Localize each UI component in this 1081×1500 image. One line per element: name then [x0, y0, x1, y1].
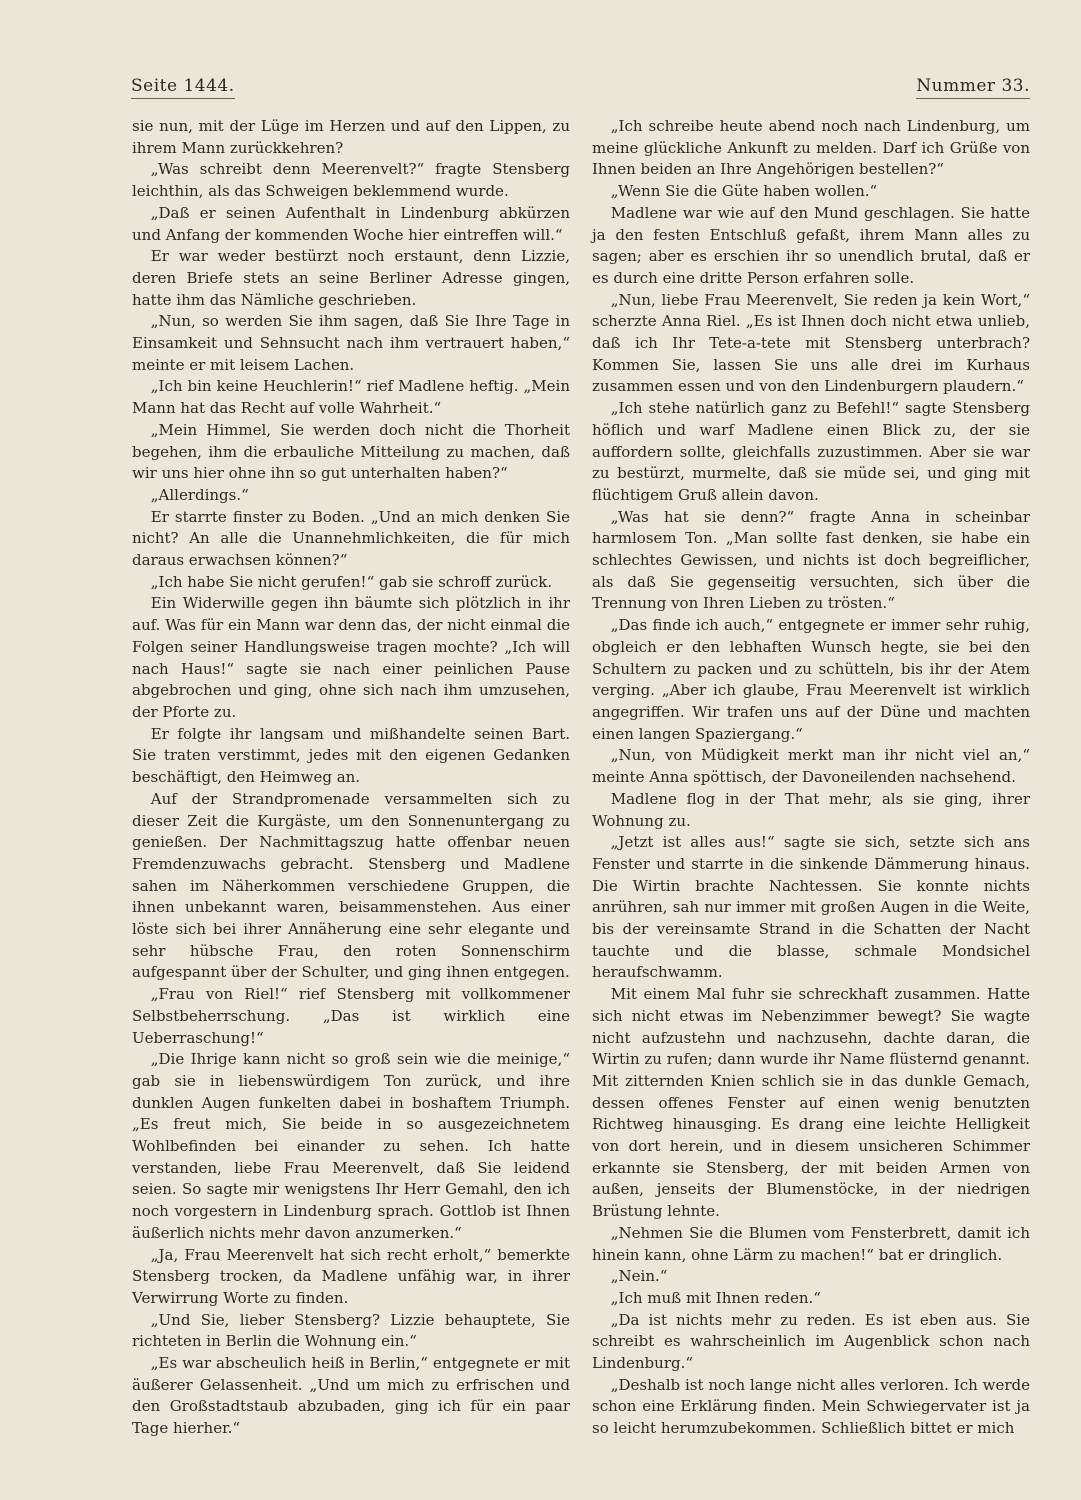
right-text-column	[592, 116, 1030, 1440]
page-number-header: Seite 1444.	[131, 76, 235, 99]
paragraph: sie nun, mit der Lüge im Herzen und auf den Lippen, zu ihrem Mann zurückkehren?	[132, 117, 570, 157]
paragraph: „Das finde ich auch,“ entgegnete er immer sehr ruhig, obgleich er den lebhaften Wunsch hegte, sie bei den Schultern zu packen und zu schütteln, bis ihr der Atem verging. „Aber ich glaube, Frau Meerenvelt ist wirklich angegriffen. Wir trafen uns auf der Düne und machten einen langen Spaziergang.“	[592, 616, 1030, 743]
paragraph: „Daß er seinen Aufenthalt in Lindenburg abkürzen und Anfang der kommenden Woche hier eintreffen will.“	[132, 203, 570, 244]
paragraph: „Nun, so werden Sie ihm sagen, daß Sie Ihre Tage in Einsamkeit und Sehnsucht nach ihm vertrauert haben,“ meinte er mit leisem Lachen.	[132, 312, 570, 374]
paragraph: Madlene war wie auf den Mund geschlagen. Sie hatte ja den festen Entschluß gefaßt, ihrem Mann alles zu sagen; aber es erschien ihr so unendlich brutal, daß er es durch eine dritte Person erfahren solle.	[592, 203, 1030, 287]
paragraph: „Frau von Riel!“ rief Stensberg mit vollkommener Selbstbeherrschung. „Das ist wirklich eine Ueberraschung!“	[132, 985, 570, 1047]
paragraph: Auf der Strandpromenade versammelten sich zu dieser Zeit die Kurgäste, um den Sonnenuntergang zu genießen. Der Nachmittagszug hatte offenbar neuen Fremdenzuwachs gebracht. Stensberg und Madlene sahen im Näherkommen verschiedene Gruppen, die ihnen unbekannt waren, beisammenstehen. Aus einer löste sich bei ihrer Annäherung eine sehr elegante und sehr hübsche Frau, den roten Sonnenschirm aufgespannt über der Schulter, und ging ihnen entgegen.	[132, 789, 570, 982]
paragraph: Er starrte finster zu Boden. „Und an mich denken Sie nicht? An alle die Unannehmlichkeiten, die für mich daraus erwachsen können?“	[132, 507, 570, 570]
paragraph: „Allerdings.“	[150, 485, 249, 504]
paragraph: „Ich bin keine Heuchlerin!“ rief Madlene heftig. „Mein Mann hat das Recht auf volle Wahrheit.“	[132, 377, 570, 418]
paragraph: „Ja, Frau Meerenvelt hat sich recht erholt,“ bemerkte Stensberg trocken, da Madlene unfähig war, in ihrer Verwirrung Worte zu finden.	[132, 1245, 570, 1307]
paragraph: „Deshalb ist noch lange nicht alles verloren. Ich werde schon eine Erklärung finden. Mein Schwiegervater ist ja so leicht herumzubekommen. Schließlich bittet er mich	[592, 1375, 1030, 1438]
paragraph: „Nun, liebe Frau Meerenvelt, Sie reden ja kein Wort,“ scherzte Anna Riel. „Es ist Ihnen doch nicht etwa unlieb, daß ich Ihr Tete-a-tete mit Stensberg unterbrach? Kommen Sie, lassen Sie uns alle drei im Kurhaus zusammen essen und von den Lindenburgern plaudern.“	[592, 290, 1030, 396]
paragraph: „Es war abscheulich heiß in Berlin,“ entgegnete er mit äußerer Gelassenheit. „Und um mich zu erfrischen und den Großstadtstaub abzubaden, ging ich für ein paar Tage hierher.“	[132, 1354, 570, 1438]
paragraph: „Nun, von Müdigkeit merkt man ihr nicht viel an,“ meinte Anna spöttisch, der Davoneilenden nachsehend.	[592, 746, 1030, 787]
paragraph: „Ich habe Sie nicht gerufen!“ gab sie schroff zurück.	[150, 572, 553, 591]
paragraph: „Und Sie, lieber Stensberg? Lizzie behauptete, Sie richteten in Berlin die Wohnung ein.“	[132, 1310, 570, 1351]
paragraph: „Ich stehe natürlich ganz zu Befehl!“ sagte Stensberg höflich und warf Madlene einen Blick zu, der sie auffordern sollte, gleichfalls zuzustimmen. Aber sie war zu bestürzt, murmelte, daß sie müde sei, und ging mit flüchtigem Gruß allein davon.	[592, 399, 1030, 504]
paragraph: „Die Ihrige kann nicht so groß sein wie die meinige,“ gab sie in liebenswürdigem Ton zurück, und ihre dunklen Augen funkelten dabei in boshaftem Triumph. „Es freut mich, Sie beide in so ausgezeichnetem Wohlbefinden bei einander zu sehen. Ich hatte verstanden, liebe Frau Meerenvelt, daß Sie leidend seien. So sagte mir wenigstens Ihr Herr Gemahl, den ich noch vorgestern in Lindenburg sprach. Gottlob ist Ihnen äußerlich nichts mehr davon anzumerken.“	[132, 1050, 570, 1242]
paragraph: „Ich muß mit Ihnen reden.“	[610, 1288, 821, 1307]
paragraph: „Da ist nichts mehr zu reden. Es ist eben aus. Sie schreibt es wahrscheinlich im Augenblick schon nach Lindenburg.“	[592, 1310, 1030, 1373]
paragraph: „Was schreibt denn Meerenvelt?“ fragte Stensberg leichthin, als das Schweigen beklemmend wurde.	[132, 160, 570, 201]
paragraph: Mit einem Mal fuhr sie schreckhaft zusammen. Hatte sich nicht etwas im Nebenzimmer bewegt? Sie wagte nicht aufzustehn und nachzusehn, dachte daran, die Wirtin zu rufen; dann wurde ihr Name flüsternd genannt. Mit zitternden Knien schlich sie in das dunkle Gemach, dessen offenes Fenster auf einen wenig benutzten Richtweg hinausging. Es drang eine leichte Helligkeit von dort herein, und in diesem unsicheren Schimmer erkannte sie Stensberg, der mit beiden Armen von außen, jenseits der Blumenstöcke, in der niedrigen Brüstung lehnte.	[592, 985, 1031, 1221]
paragraph: Er folgte ihr langsam und mißhandelte seinen Bart. Sie traten verstimmt, jedes mit den eigenen Gedanken beschäftigt, den Heimweg an.	[132, 724, 570, 787]
issue-number-header: Nummer 33.	[916, 76, 1030, 99]
paragraph: Madlene flog in der That mehr, als sie ging, ihrer Wohnung zu.	[592, 789, 1030, 830]
paragraph: „Mein Himmel, Sie werden doch nicht die Thorheit begehen, ihm die erbauliche Mitteilung zu machen, daß wir uns hier ohne ihn so gut unterhalten haben?“	[132, 420, 570, 483]
paragraph: Er war weder bestürzt noch erstaunt, denn Lizzie, deren Briefe stets an seine Berliner Adresse gingen, hatte ihm das Nämliche geschrieben.	[132, 247, 570, 309]
paragraph: „Jetzt ist alles aus!“ sagte sie sich, setzte sich ans Fenster und starrte in die sinkende Dämmerung hinaus. Die Wirtin brachte Nachtessen. Sie konnte nichts anrühren, sah nur immer mit großen Augen in die Weite, bis der vereinsamte Strand in die Schatten der Nacht tauchte und die blasse, schmale Mondsichel heraufschwamm.	[592, 833, 1030, 982]
paragraph: Ein Widerwille gegen ihn bäumte sich plötzlich in ihr auf. Was für ein Mann war denn das, der nicht einmal die Folgen seiner Handlungsweise tragen mochte? „Ich will nach Haus!“ sagte sie nach einer peinlichen Pause abgebrochen und ging, ohne sich nach ihm umzusehen, der Pforte zu.	[132, 594, 570, 721]
paragraph: „Ich schreibe heute abend noch nach Lindenburg, um meine glückliche Ankunft zu melden. Darf ich Grüße von Ihnen beiden an Ihre Angehörigen bestellen?“	[592, 117, 1030, 179]
paragraph: „Wenn Sie die Güte haben wollen.“	[610, 182, 878, 201]
paragraph: „Nein.“	[610, 1267, 668, 1286]
left-text-column	[132, 116, 570, 1440]
paragraph: „Nehmen Sie die Blumen vom Fensterbrett, damit ich hinein kann, ohne Lärm zu machen!“ bat er dringlich.	[592, 1223, 1030, 1264]
paragraph: „Was hat sie denn?“ fragte Anna in scheinbar harmlosem Ton. „Man sollte fast denken, sie habe ein schlechtes Gewissen, und nichts ist doch begreiflicher, als daß Sie gegenseitig versuchten, sich über die Trennung von Ihren Lieben zu trösten.“	[592, 507, 1030, 613]
